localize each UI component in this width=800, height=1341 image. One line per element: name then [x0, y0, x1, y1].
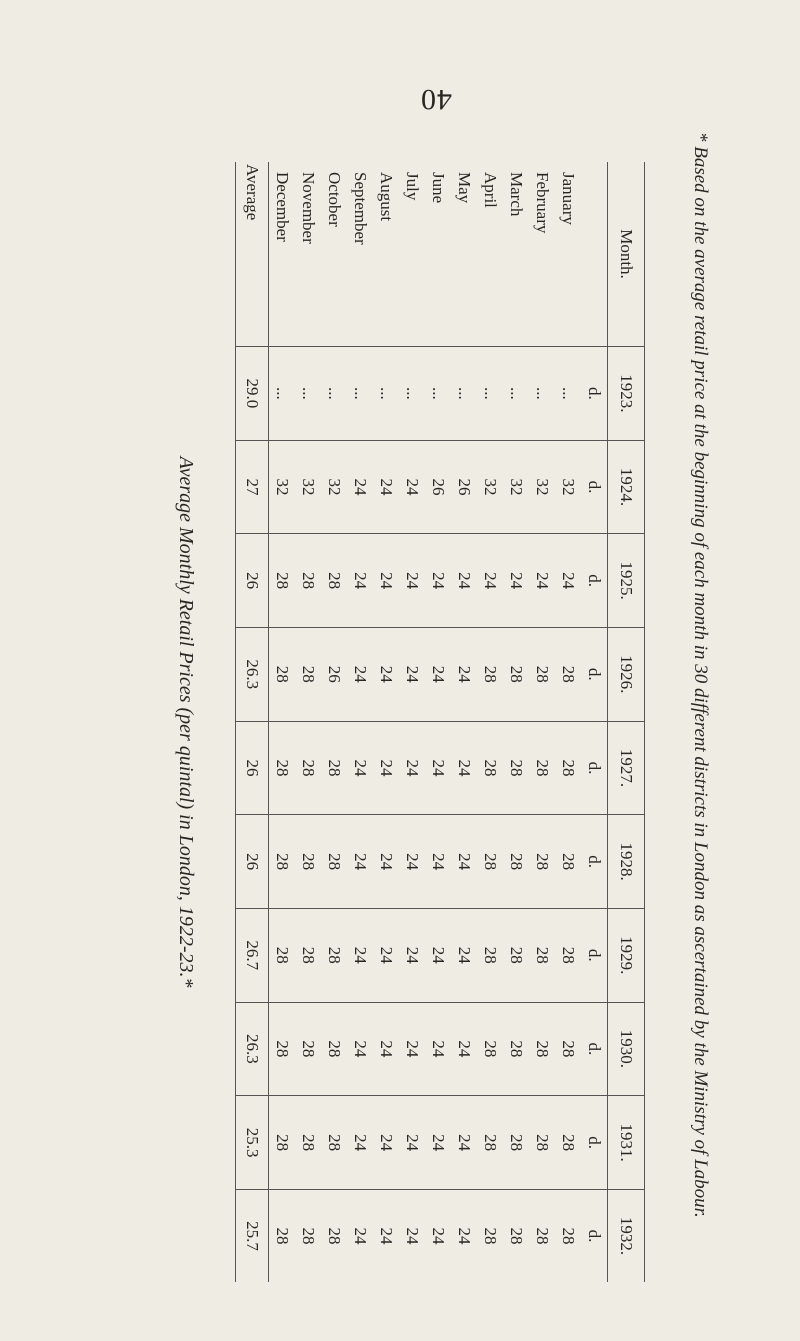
- price-cell: 26: [451, 440, 477, 534]
- price-cell: 28: [555, 627, 581, 721]
- price-cell: 28: [555, 1096, 581, 1190]
- price-cell: 24: [399, 627, 425, 721]
- month-cell: April: [477, 162, 503, 347]
- header-year: 1931.: [608, 1096, 645, 1190]
- price-cell: 28: [503, 815, 529, 909]
- unit-cell: d.: [581, 347, 608, 441]
- price-cell: 24: [425, 1002, 451, 1096]
- price-cell: 28: [321, 815, 347, 909]
- price-cell: 24: [373, 815, 399, 909]
- average-cell: 26: [236, 721, 269, 815]
- price-cell: 28: [529, 627, 555, 721]
- unit-label: [581, 162, 608, 347]
- price-cell: 24: [451, 815, 477, 909]
- price-cell: 28: [481, 1227, 500, 1245]
- price-cell: ...: [321, 347, 347, 441]
- price-cell: 28: [477, 908, 503, 1002]
- price-cell: 28: [295, 534, 321, 628]
- average-cell: 26.7: [236, 908, 269, 1002]
- price-cell: 28: [503, 1096, 529, 1190]
- price-cell: 28: [295, 1096, 321, 1190]
- price-cell: 24: [451, 534, 477, 628]
- price-cell: 26: [425, 440, 451, 534]
- unit-cell: d.: [581, 1002, 608, 1096]
- price-cell: 24: [451, 721, 477, 815]
- average-row: [236, 162, 269, 1282]
- price-cell: 28: [477, 1096, 503, 1190]
- price-cell: 24: [429, 1227, 448, 1245]
- price-cell: 24: [425, 534, 451, 628]
- price-cell: 24: [347, 1002, 373, 1096]
- average-cell: 27: [236, 440, 269, 534]
- price-cell: 28: [295, 1002, 321, 1096]
- price-cell: 28: [269, 815, 296, 909]
- price-cell: 28: [269, 908, 296, 1002]
- price-cell: 24: [477, 534, 503, 628]
- price-cell: 28: [477, 1002, 503, 1096]
- price-cell: 24: [451, 908, 477, 1002]
- unit-cell: d.: [581, 534, 608, 628]
- month-cell: August: [373, 162, 399, 347]
- price-cell: ...: [503, 347, 529, 441]
- price-cell: 28: [529, 1096, 555, 1190]
- table-row: [347, 162, 373, 1282]
- header-year: 1930.: [608, 1002, 645, 1096]
- price-cell: 24: [347, 534, 373, 628]
- price-cell: 24: [373, 627, 399, 721]
- table-caption: Average Monthly Retail Prices (per quintal) in London, 1922-23.*: [175, 456, 197, 988]
- price-cell: 24: [529, 534, 555, 628]
- price-cell: ...: [529, 347, 555, 441]
- rotated-content: [175, 122, 717, 1322]
- unit-cell: d.: [581, 815, 608, 909]
- average-cell: 26.3: [236, 627, 269, 721]
- price-cell: 24: [451, 1096, 477, 1190]
- price-cell: 28: [295, 908, 321, 1002]
- table-row: [555, 162, 581, 1282]
- price-cell: 28: [321, 1002, 347, 1096]
- price-cell: ...: [425, 347, 451, 441]
- price-cell: 28: [295, 627, 321, 721]
- price-cell: 28: [321, 534, 347, 628]
- month-cell: November: [295, 162, 321, 347]
- price-cell: 28: [325, 1227, 344, 1245]
- price-cell: 28: [555, 721, 581, 815]
- price-cell: 24: [347, 721, 373, 815]
- unit-cell: d.: [581, 627, 608, 721]
- month-cell: March: [503, 162, 529, 347]
- month-cell: January: [555, 162, 581, 347]
- average-cell: 26: [236, 815, 269, 909]
- table-row: [425, 162, 451, 1282]
- price-table: [235, 162, 645, 1282]
- price-cell: 32: [295, 440, 321, 534]
- price-cell: ...: [269, 347, 296, 441]
- price-cell: 24: [425, 1096, 451, 1190]
- header-year: 1928.: [608, 815, 645, 909]
- unit-cell: d.: [585, 1229, 604, 1243]
- price-cell: 28: [503, 721, 529, 815]
- price-cell: 24: [451, 627, 477, 721]
- unit-cell: d.: [581, 721, 608, 815]
- price-cell: 28: [529, 908, 555, 1002]
- price-cell: 32: [321, 440, 347, 534]
- price-cell: 28: [321, 908, 347, 1002]
- table-row: [503, 162, 529, 1282]
- table-row: [321, 162, 347, 1282]
- price-cell: 24: [399, 440, 425, 534]
- price-cell: 24: [451, 1002, 477, 1096]
- price-cell: 24: [503, 534, 529, 628]
- table-row: [451, 162, 477, 1282]
- price-cell: 24: [347, 908, 373, 1002]
- price-cell: 24: [373, 534, 399, 628]
- table-row: [295, 162, 321, 1282]
- price-cell: 28: [321, 721, 347, 815]
- price-cell: 24: [347, 1096, 373, 1190]
- price-cell: 32: [529, 440, 555, 534]
- price-cell: 28: [269, 1096, 296, 1190]
- price-cell: 24: [399, 534, 425, 628]
- unit-cell: d.: [581, 440, 608, 534]
- table-row: [399, 162, 425, 1282]
- price-cell: ...: [347, 347, 373, 441]
- price-cell: ...: [399, 347, 425, 441]
- price-cell: 24: [373, 908, 399, 1002]
- price-cell: 24: [403, 1227, 422, 1245]
- price-cell: 32: [477, 440, 503, 534]
- price-cell: 28: [555, 1002, 581, 1096]
- price-cell: 26: [321, 627, 347, 721]
- price-cell: 24: [399, 908, 425, 1002]
- price-cell: ...: [295, 347, 321, 441]
- price-cell: 24: [455, 1227, 474, 1245]
- average-cell: 25.3: [236, 1096, 269, 1190]
- average-cell: 25.7: [236, 1189, 269, 1282]
- price-cell: 28: [299, 1227, 318, 1245]
- average-cell: 29.0: [236, 347, 269, 441]
- month-cell: December: [269, 162, 296, 347]
- price-cell: 24: [555, 534, 581, 628]
- price-cell: ...: [451, 347, 477, 441]
- price-cell: 24: [347, 815, 373, 909]
- unit-cell: d.: [581, 908, 608, 1002]
- average-cell: 26: [236, 534, 269, 628]
- price-cell: 24: [399, 1096, 425, 1190]
- header-month: Month.: [608, 162, 645, 347]
- average-cell: 26.3: [236, 1002, 269, 1096]
- month-cell: February: [529, 162, 555, 347]
- month-cell: September: [347, 162, 373, 347]
- price-cell: 24: [373, 440, 399, 534]
- price-cell: 28: [533, 1227, 552, 1245]
- price-cell: 28: [295, 815, 321, 909]
- price-cell: 24: [347, 627, 373, 721]
- price-cell: 32: [555, 440, 581, 534]
- page-number: 40: [420, 83, 452, 116]
- table-row: [269, 162, 296, 1282]
- price-cell: 28: [555, 815, 581, 909]
- table-row: [477, 162, 503, 1282]
- table-row: [529, 162, 555, 1282]
- month-cell: October: [321, 162, 347, 347]
- month-cell: May: [451, 162, 477, 347]
- price-cell: 28: [477, 815, 503, 909]
- price-cell: 28: [477, 721, 503, 815]
- price-cell: 28: [269, 721, 296, 815]
- header-year: 1924.: [608, 440, 645, 534]
- price-cell: 28: [503, 1002, 529, 1096]
- price-cell: 28: [269, 627, 296, 721]
- price-cell: 28: [529, 721, 555, 815]
- price-cell: 24: [425, 721, 451, 815]
- unit-cell: d.: [581, 1096, 608, 1190]
- average-label: Average: [236, 162, 269, 347]
- price-cell: 24: [425, 908, 451, 1002]
- month-cell: July: [399, 162, 425, 347]
- price-cell: 28: [507, 1227, 526, 1245]
- price-cell: 24: [399, 1002, 425, 1096]
- header-year: 1925.: [608, 534, 645, 628]
- price-cell: 28: [529, 1002, 555, 1096]
- price-cell: 24: [399, 815, 425, 909]
- price-cell: 28: [477, 627, 503, 721]
- price-cell: 24: [373, 1002, 399, 1096]
- price-cell: 32: [503, 440, 529, 534]
- price-cell: 24: [425, 627, 451, 721]
- price-cell: 24: [373, 1096, 399, 1190]
- price-cell: 32: [269, 440, 296, 534]
- unit-row: [581, 162, 608, 1282]
- price-cell: 28: [295, 721, 321, 815]
- price-cell: 24: [347, 440, 373, 534]
- price-cell: 28: [529, 815, 555, 909]
- price-cell: ...: [477, 347, 503, 441]
- price-cell: 28: [503, 627, 529, 721]
- header-year: 1923.: [608, 347, 645, 441]
- price-cell: 28: [559, 1227, 578, 1245]
- table-row: [373, 162, 399, 1282]
- header-year: 1927.: [608, 721, 645, 815]
- price-cell: ...: [373, 347, 399, 441]
- price-cell: 28: [269, 534, 296, 628]
- price-cell: 24: [351, 1227, 370, 1245]
- footnote: * Based on the average retail price at the beginning of each month in 30 different districts in London as ascertained by the Ministry of Labour.: [690, 132, 711, 1218]
- price-cell: 28: [555, 908, 581, 1002]
- price-cell: 28: [503, 908, 529, 1002]
- price-cell: 24: [373, 721, 399, 815]
- price-cell: 28: [273, 1227, 292, 1245]
- price-cell: 28: [321, 1096, 347, 1190]
- header-row: [608, 162, 645, 1282]
- price-cell: 24: [425, 815, 451, 909]
- header-year: 1929.: [608, 908, 645, 1002]
- month-cell: June: [425, 162, 451, 347]
- table-body: [269, 162, 608, 1282]
- price-cell: ...: [555, 347, 581, 441]
- price-cell: 24: [377, 1227, 396, 1245]
- header-year: 1932.: [608, 1189, 645, 1282]
- price-cell: 28: [269, 1002, 296, 1096]
- price-cell: 24: [399, 721, 425, 815]
- header-year: 1926.: [608, 627, 645, 721]
